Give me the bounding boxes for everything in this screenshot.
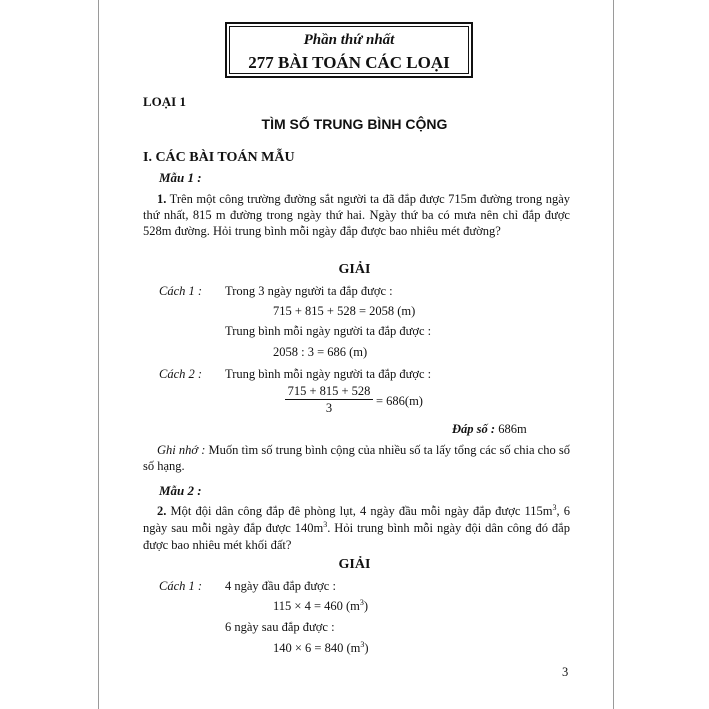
m1-line3: Trung bình mỗi ngày người ta đắp được :	[225, 324, 432, 338]
m1-line2: 715 + 815 + 528 = 2058 (m)	[273, 304, 416, 318]
sample2-problem	[143, 503, 570, 554]
m1-line1: Trong 3 ngày người ta đắp được :	[225, 284, 393, 298]
fraction-denominator: 3	[325, 401, 333, 415]
part-heading: Phần thứ nhất	[303, 32, 395, 48]
close-paren: )	[363, 599, 369, 613]
m2-line1: Trung bình mỗi ngày người ta đắp được :	[225, 367, 432, 381]
m1-line4: 2058 : 3 = 686 (m)	[273, 345, 368, 359]
s2-line3-text: 6 ngày sau đắp được :	[225, 620, 335, 634]
problem2-text-b: , 6 ngày sau mỗi ngày đắp được 140m	[143, 504, 571, 535]
problem2-text-c: . Hỏi trung bình mỗi ngày đội dân công đó đắp được bao nhiêu mét khối đất?	[143, 521, 570, 552]
s2-method1-label: Cách 1 :	[159, 579, 203, 593]
book-title: 277 BÀI TOÁN CÁC LOẠI	[248, 53, 450, 72]
exponent: 3	[360, 639, 365, 649]
sample1-problem	[143, 191, 570, 239]
exponent: 3	[323, 519, 328, 529]
type-title: TÌM SỐ TRUNG BÌNH CỘNG	[261, 116, 448, 132]
solution-heading: GIẢI	[338, 262, 371, 277]
fraction	[285, 384, 373, 415]
sample2-label: Mẫu 2 :	[159, 483, 202, 498]
memo-note	[143, 442, 570, 474]
exponent: 3	[552, 502, 557, 512]
solution2-heading: GIẢI	[338, 557, 371, 572]
page-number: 3	[562, 665, 569, 679]
problem-text: Trên một công trường đường sắt người ta đã đắp được 715m đường trong ngày thứ nhất, 815 m đường trong ngày thứ hai. Ngày thứ ba có mưa nên chỉ đắp được 528m đường. Hỏi trung bình mỗi ngày đắp được bao nhiêu mét đường?	[143, 192, 570, 238]
close-paren: )	[364, 641, 369, 655]
problem2-text-a: Một đội dân công đắp đê phòng lụt, 4 ngày đầu mỗi ngày đắp được 115m	[170, 504, 553, 518]
answer-line	[452, 421, 527, 437]
method1-label: Cách 1 :	[159, 284, 203, 298]
exponent: 3	[359, 597, 364, 607]
title-box	[225, 22, 473, 78]
method2-label: Cách 2 :	[159, 367, 203, 381]
answer-label: Đáp số :	[452, 422, 496, 436]
answer-value: 686m	[498, 422, 527, 436]
note-text: Muốn tìm số trung bình cộng của nhiều số ta lấy tổng các số chia cho số số hạng.	[143, 443, 570, 473]
s2-line4-text: 140 × 6 = 840 (m	[273, 641, 361, 655]
s2-line2-text: 115 × 4 = 460 (m	[273, 599, 360, 613]
s2-line4	[273, 640, 369, 656]
problem-number: 1.	[157, 192, 167, 206]
note-label: Ghi nhớ :	[157, 443, 206, 457]
problem2-number: 2.	[157, 504, 167, 518]
fraction-numerator: 715 + 815 + 528	[287, 384, 371, 398]
sample1-label: Mẫu 1 :	[159, 170, 202, 185]
s2-line1-text: 4 ngày đầu đắp được :	[225, 579, 336, 593]
fraction-bar	[285, 399, 373, 400]
section-heading: I. CÁC BÀI TOÁN MẪU	[143, 150, 295, 165]
type-label: LOẠI 1	[143, 94, 186, 109]
fraction-result: = 686(m)	[376, 394, 423, 408]
s2-line3	[225, 619, 335, 635]
s2-line2	[273, 598, 368, 614]
s2-line1	[225, 578, 336, 594]
